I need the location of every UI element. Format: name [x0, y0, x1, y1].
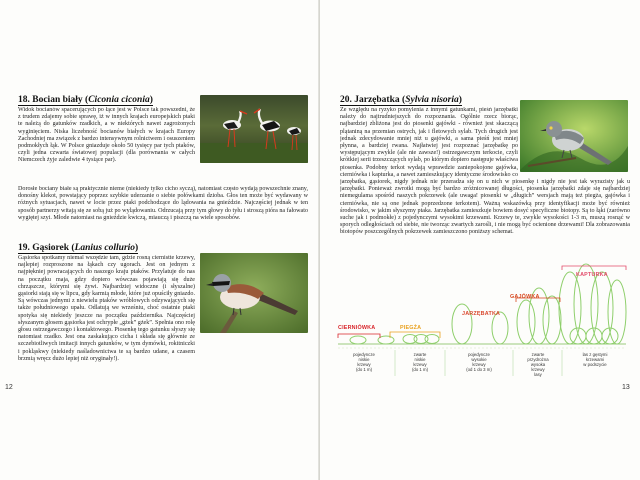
warbler-number: 20.: [340, 95, 352, 105]
habitat-1-shrubs: [350, 336, 394, 344]
warbler-photo-spacer: [518, 107, 630, 177]
shrike-photo: [200, 253, 308, 333]
stork-number: 18.: [18, 95, 30, 105]
shrike-title: 19. Gąsiorek (Lanius collurio): [18, 243, 139, 253]
category-label-1: pojedyncze niskie krzewy (do 1 m): [353, 352, 375, 372]
warbler-paragraph-text: Ze względu na ryzyko pomylenia z innymi gatunkami, pieśń jarzębatki należy do najtrudniejszych do rozpoznania. Ogólnie rzecz biorąc, najbardziej zbliżona jest do piosenki gajówki - również jest skaczącą plątaniną na przemian ostrych, jak i fletowych sylab. Tych drugich jest jednak zdecydowanie mniej niż u gajówki, a sama pieśń jest mniej płynna, a bardziej rwana. Najłatwiej jest rozpoznać jarzębatkę po występującym zwykle (ale nie zawsze!) ostrzegawczym terkocie, czyli krótkiej serii trzeszczących sylab, po którym dopiero następuje właściwa piosenka. Podobny terkot wydają wprawdzie zaniepokojone gajówka, cierniówka i kapturka, a nawet zamieszkujący identyczne środowisko co jarzębatka, gąsiorek, nigdy jednak nie przeradza się on u nich w piosenkę i nigdy nie jest tak wyrazisty jak u jarzębatki. Ponieważ zwrotki mogą być bardzo zróżnicowanej długości, piosenka jarzębatki zdaje się najbardziej niemegulama spośród naszych pokrzewek (ale uwaga! piosenki w „długich” wersjach mają też piegża, gajówka i cierniówka, nie są one jednak poprzedzone terkotem). Ważną wskazówką przy identyfikacji może być również środowisko, w jakim słyszymy ptaka. Jarzębatka zamieszkuje bowiem dosyć specyficzne biotopy. Są to łąki (zarówno suche jak i podmokłe) z pojedynczymi wysokimi krzewami. Krzewy te, zwykle wysokości 1-3 m, muszą rosnąć w sporych odległościach od siebie, nie tworząc zwartych zarośli, i nie mogą być ocienione drzewami! Dla zobrazowania biotopów poszczególnych pokrzewek zamieszczono poniższy schemat.: [340, 107, 630, 236]
warbler-title: 20. Jarzębatka (Sylvia nisoria): [340, 95, 462, 105]
species-label-jarzebatka: JARZĘBATKA: [462, 311, 501, 317]
stork-title: 18. Bocian biały (Ciconia ciconia): [18, 95, 153, 105]
shrike-name: Gąsiorek: [32, 243, 70, 253]
warbler-latin: Sylvia nisoria: [405, 95, 459, 105]
right-page: [320, 0, 640, 480]
stork-paragraph-2: Dorosłe bociany białe są praktycznie nieme (niekiedy tylko cicho syczą), natomiast często wydają powszechnie znany, donośny klekot, powstający poprzez szybkie uderzanie o siebie połówkami dzioba. Głos ten może być wydawany w różnych sytuacjach, nawet w locie przez ptaki podchodzące do lądowania na gnieździe. Najczęściej jednak w ten sposób partnerzy witają się ze sobą już po wylądowaniu. Odrzucają przy tym głowy do tyłu i stroszą pióra na fałowato wygiętej szyi. Młode natomiast na gnieździe kwiczą, miauczą i piszczą na wiele sposobów.: [18, 186, 308, 221]
stork-latin: Ciconia ciconia: [88, 95, 150, 105]
shrike-number: 19.: [18, 243, 30, 253]
stork-photo-image: [200, 95, 308, 163]
shrike-paragraph: Gąsiorka spotkamy niemal wszędzie tam, gdzie rosną ciernistte krzewy, najlepiej rozproszone na łąkach czy ugorach. Jest on jednym z najpiękniej powracających do naszego kraju ptaków. Przylatuje do nas na początku maja, gdzy dopiero wówczas pojawiają się duże chrząszcze, którymi się żywi. Najbardziej widoczne (i słyszalne) gąsiorki stają się w lipcu, gdy karmią młode, które już opuściły gniazdo. Są wówczas jednymi z niewielu ptaków wróblowych odzywających się także południowego upału. Odlatują we wrześniu, choć ostatnie ptaki spotyka się niekiedy jeszcze na początku października. Najczęściej słyszanym głosem gąsiorka jest ochrypłe „gżek” gżek”. Spełnia ono rolę głosu ostrzegawczego i kontaktowego. Piosenkę tego gatunku słyszy się natomiast rzadko. Jest ona zaskakująco cicha i składa się głównie ze szczebiotliwych imitacji innych gatunków, w tym dymówki, rokitniczki i pokląskwy (niekiedy naśladownictwa te są bardzo udane, a czasem brzmią wręcz dużo lepiej niż oryginały!).: [18, 255, 195, 362]
habitat-2-shrubs: [403, 335, 439, 344]
shrike-photo-image: [200, 253, 308, 333]
page-number-right: 13: [622, 384, 630, 391]
stork-paragraph-1: Widok bocianów spacerujących po łące jest w Polsce tak powszedni, że z trudem zdajemy sobie sprawę, iż w innych krajach europejskich ptaki te należą do gatunków rzadkich, a w niektórych nawet zagrożonych wyginięciem. Niska liczebność bocianów białych w krajach Europy Zachodniej ma związek z bardzo intensywnym rolnictwem i osuszeniem podmokłych łąk. W Polsce gniazduje około 50 tysięcy par tych ptaków, czyli jedna czwarta światowej populacji (dla porównania w całych Niemczech żyje zaledwie 4 tysiące par).: [18, 107, 195, 164]
species-label-kapturka: KAPTURKA: [576, 272, 608, 278]
species-label-ciernowka: CIERNIÓWKA: [338, 325, 376, 331]
category-label-4: zwarte przydrożna wysoka krzewy lasy: [527, 352, 549, 377]
category-label-5: las z gęstymi krzewami w podszycie: [582, 352, 608, 367]
warbler-name: Jarzębatka: [354, 95, 400, 105]
stork-photo: [200, 95, 308, 163]
species-label-gajowka: GAJÓWKA: [510, 294, 540, 300]
category-label-3: pojedyncze wysokie krzewy (od 1 do 3 m): [466, 352, 492, 372]
species-label-piegza: PIEGŻA: [400, 325, 422, 331]
habitat-chart: [330, 258, 630, 398]
stork-name: Bocian biały: [32, 95, 83, 105]
range-kapturka: [562, 266, 626, 270]
shrike-latin: Lanius collurio: [74, 243, 136, 253]
habitat-3-shrubs: [452, 304, 508, 344]
category-label-2: zwarte niskie krzewy (do 1 m): [412, 352, 428, 372]
page-number-left: 12: [5, 384, 13, 391]
